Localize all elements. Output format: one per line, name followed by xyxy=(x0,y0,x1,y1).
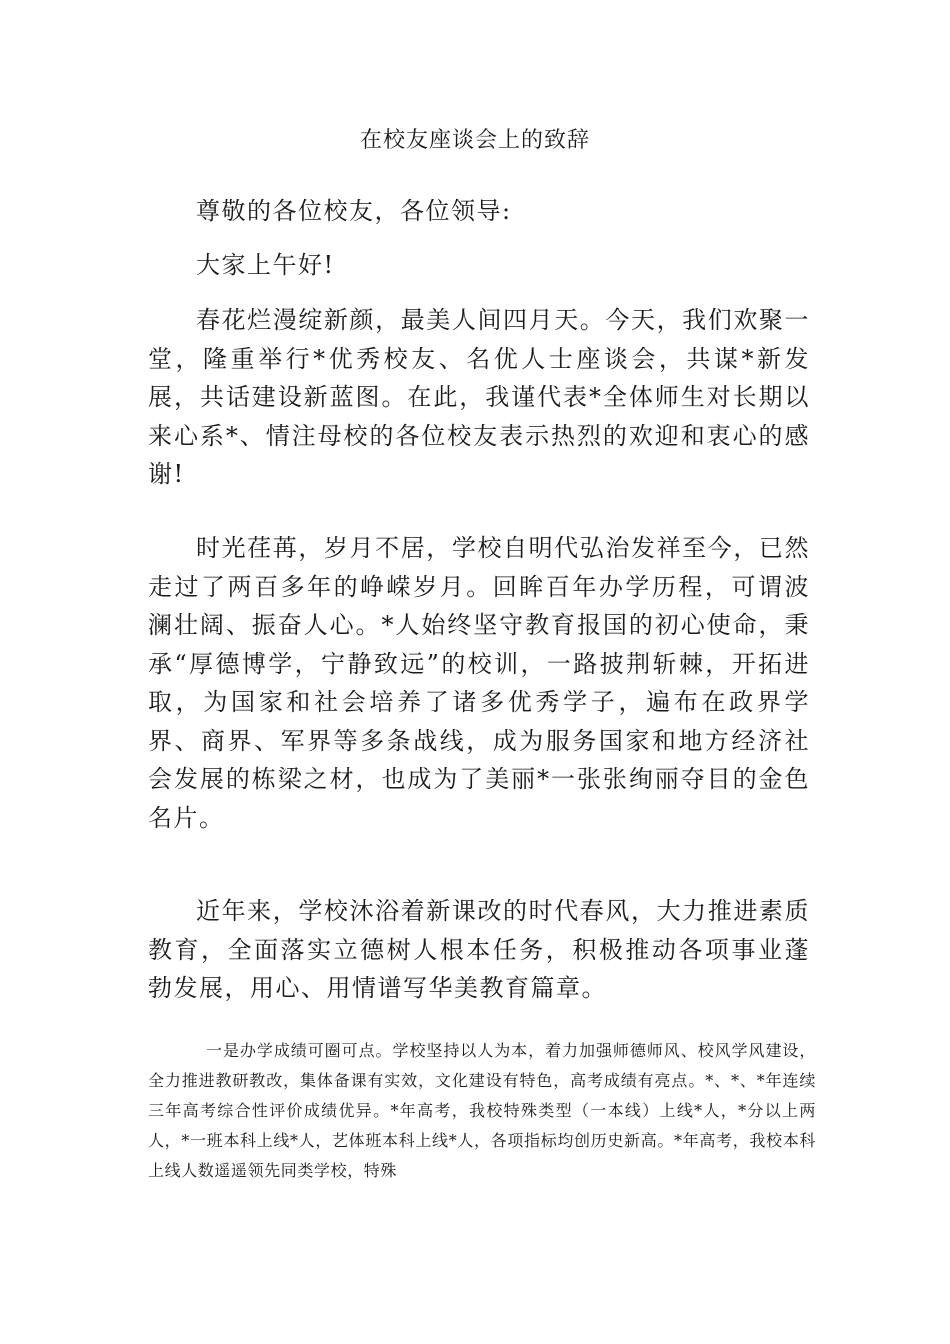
paragraph-welcome: 春花烂漫绽新颜，最美人间四月天。今天，我们欢聚一堂，隆重举行*优秀校友、名优人士座谈会，共谋*新发展，共话建设新蓝图。在此，我谨代表*全体师生对长期以来心系*、情注母校的各位校友表示热烈的欢迎和衷心的感谢! xyxy=(148,306,810,488)
salutation-line: 大家上午好! xyxy=(196,251,335,279)
greeting-line: 尊敬的各位校友，各位领导: xyxy=(196,197,512,225)
paragraph-recent-years: 近年来，学校沐浴着新课改的时代春风，大力推进素质教育，全面落实立德树人根本任务，积极推动各项事业蓬勃发展，用心、用情谱写华美教育篇章。 xyxy=(148,897,810,1002)
paragraph-history: 时光荏苒，岁月不居，学校自明代弘治发祥至今，已然走过了两百多年的峥嵘岁月。回眸百年办学历程，可谓波澜壮阔、振奋人心。*人始终坚守教育报国的初心使命，秉承“厚德博学，宁静致远”的校训，一路披荆斩棘，开拓进取，为国家和社会培养了诸多优秀学子，遍布在政界学界、商界、军界等多条战线，成为服务国家和地方经济社会发展的栋梁之材，也成为了美丽*一张张绚丽夺目的金色名片。 xyxy=(148,534,810,832)
paragraph-achievements: 一是办学成绩可圈可点。学校坚持以人为本，着力加强师德师风、校风学风建设，全力推进教研教改，集体备课有实效，文化建设有特色，高考成绩有亮点。*、*、*年连续三年高考综合性评价成绩优异。*年高考，我校特殊类型（一本线）上线*人，*分以上两人，*一班本科上线*人，艺体班本科上线*人，各项指标均创历史新高。*年高考，我校本科上线人数遥遥领先同类学校，特殊 xyxy=(148,1041,816,1180)
document-title: 在校友座谈会上的致辞 xyxy=(359,128,590,153)
